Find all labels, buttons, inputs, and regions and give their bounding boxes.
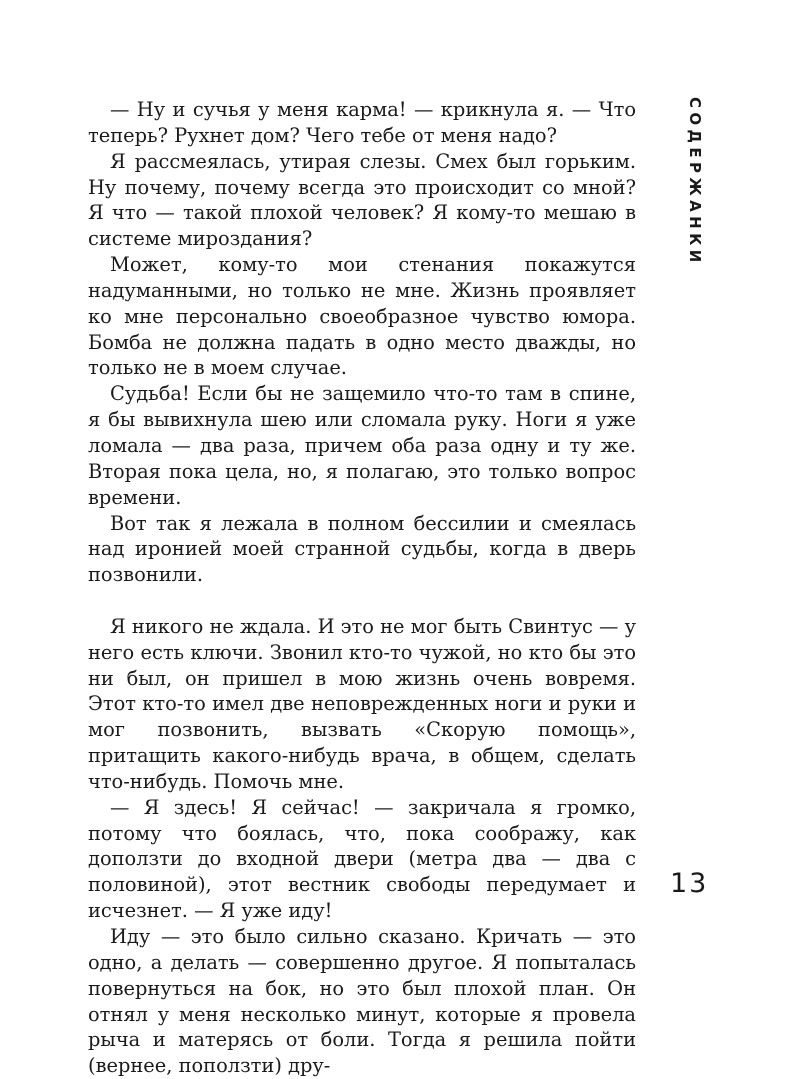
body-text bbox=[88, 97, 636, 1079]
paragraph: — Я здесь! Я сейчас! — закричала я громко, потому что боялась, что, пока соображу, как доползти до входной двери (метра два — два с половиной), этот вестник свободы передумает и исчезнет. — Я уже иду! bbox=[88, 795, 636, 923]
paragraph: Иду — это было сильно сказано. Кричать — это одно, а делать — совершенно другое. Я попыталась повернуться на бок, но это был плохой план. Он отнял у меня несколько минут, которые я провела рыча и матерясь от боли. Тогда я решила пойти (вернее, поползти) дру- bbox=[88, 925, 636, 1078]
paragraph: Вот так я лежала в полном бессилии и смеялась над иронией моей странной судьбы, когда в дверь позвонили. bbox=[88, 511, 636, 587]
paragraph: Судьба! Если бы не защемило что-то там в спине, я бы вывихнула шею или сломала руку. Ноги я уже ломала — два раза, причем оба раза одну и ту же. Вторая пока цела, но, я полагаю, это только вопрос времени. bbox=[88, 382, 636, 509]
paragraph: Может, кому-то мои стенания покажутся надуманными, но только не мне. Жизнь проявляет ко мне персонально своеобразное чувство юмора. Бомба не должна падать в одно место дважды, но только не в моем случае. bbox=[88, 253, 636, 380]
paragraph: Я рассмеялась, утирая слезы. Смех был горьким. Ну почему, почему всегда это происходит со мной? Я что — такой плохой человек? Я кому-то мешаю в системе мироздания? bbox=[88, 149, 636, 251]
page-number: 13 bbox=[670, 868, 709, 899]
running-head: СОДЕРЖАНКИ bbox=[686, 97, 704, 267]
paragraph: Я никого не ждала. И это не мог быть Свинтус — у него есть ключи. Звонил кто-то чужой, но кто бы это ни был, он пришел в мою жизнь очень вовремя. Этот кто-то имел две неповрежденных ноги и руки и мог позвонить, вызвать «Скорую помощь», притащить какого-нибудь врача, в общем, сделать что-нибудь. Помочь мне. bbox=[88, 614, 636, 793]
paragraph: — Ну и сучья у меня карма! — крикнула я. — Что теперь? Рухнет дом? Чего тебе от меня надо? bbox=[88, 98, 636, 147]
